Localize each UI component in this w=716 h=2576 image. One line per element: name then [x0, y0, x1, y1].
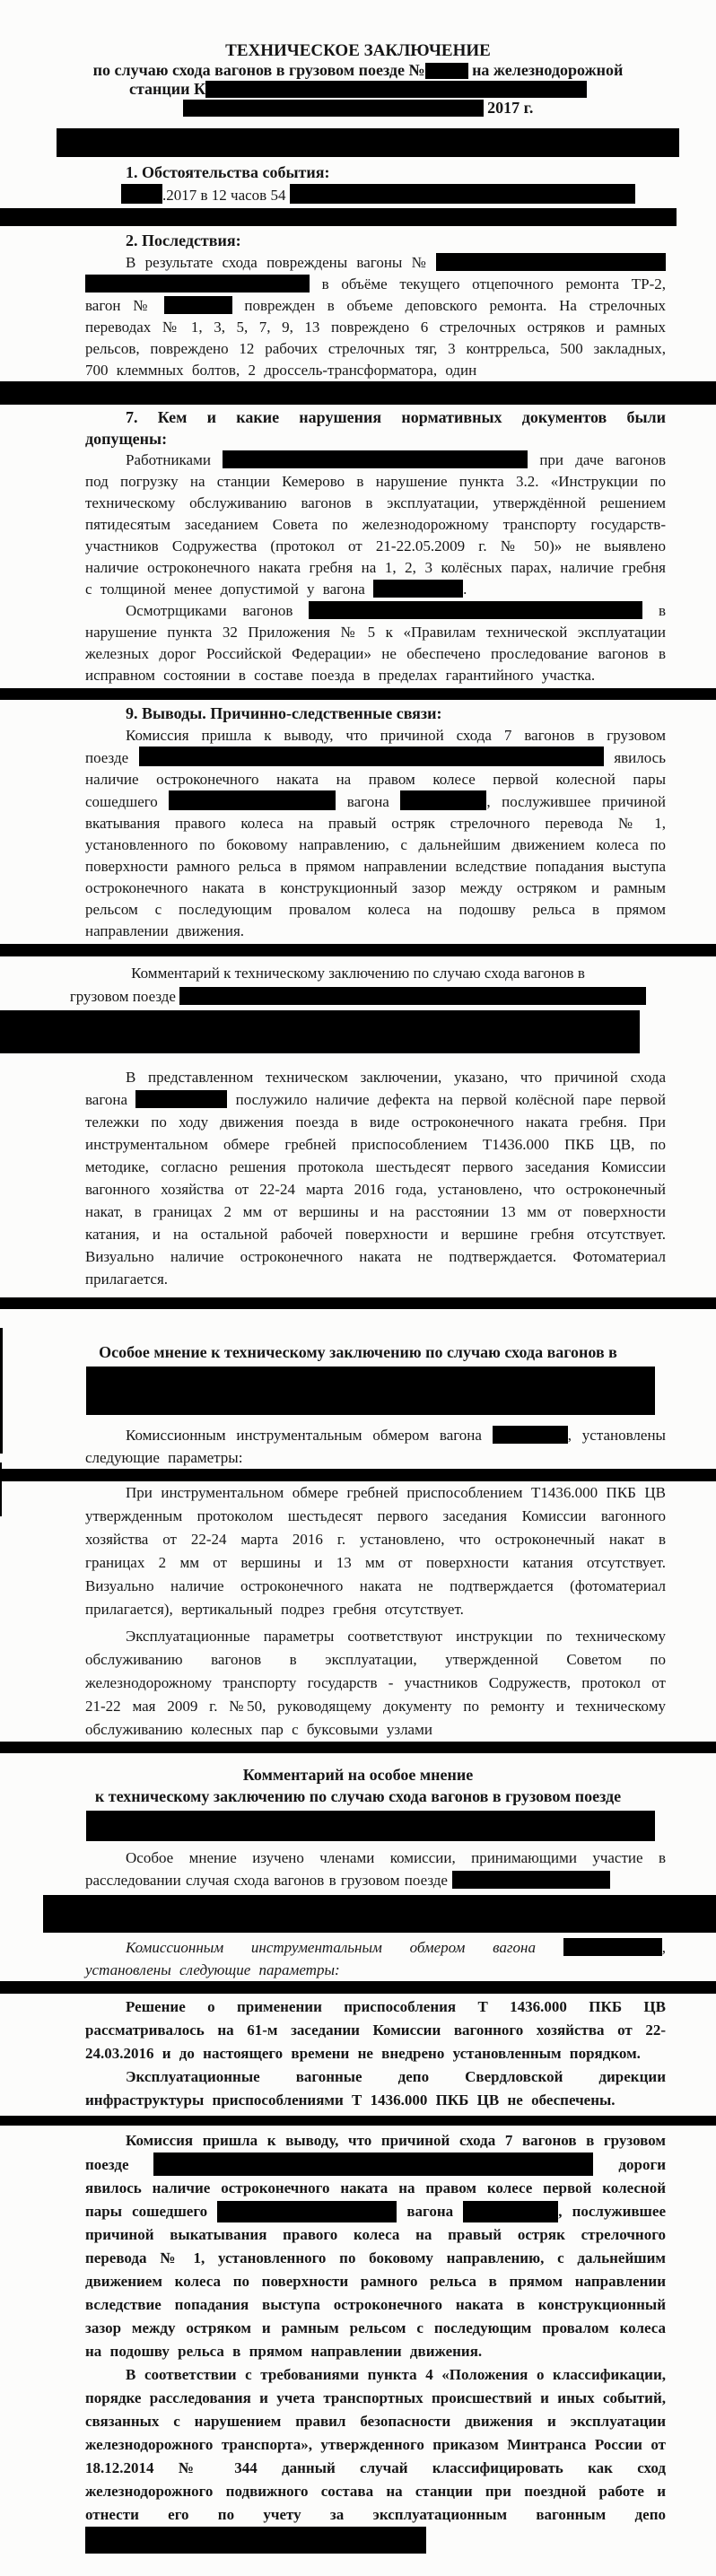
text-run: , установлены следующие параметры: [85, 1427, 666, 1466]
redaction-inline [85, 2527, 426, 2554]
redaction-bar [57, 128, 679, 157]
paragraph [85, 2363, 666, 2554]
text-line [25, 99, 691, 118]
text-run: поврежден в объеме деповского ремонта. На стрелочных переводах № 1, 3, 5, 7, 9, 13 повреждено 6 стрелочных остряков и рамных рельсов, повреждено 12 рабочих стрелочных тяг, 3 контррельса, 500 закладных, 700 клеммных болтов, 2 дроссель-трансформатора, один [85, 297, 666, 379]
vertical-gap [0, 0, 716, 41]
paragraph [85, 2129, 666, 2363]
text-run: В результате схода повреждены вагоны № [126, 254, 436, 271]
text-run: Особое мнение к техническому заключению по случаю схода вагонов в [99, 1343, 617, 1361]
redaction-inline [425, 63, 468, 79]
text-run: Комиссионным инструментальным обмером вагона [126, 1939, 563, 1956]
text-run: Комментарий на особое мнение [242, 1766, 474, 1784]
text-line [121, 184, 716, 206]
vertical-gap [0, 118, 716, 128]
redaction-inline [135, 1090, 227, 1108]
paragraph [85, 1481, 666, 1621]
redaction-inline [153, 2152, 593, 2176]
redaction-bar [0, 381, 716, 405]
text-run: Комиссия пришла к выводу, что причиной схода 7 вагонов в грузовом поезде [85, 2132, 666, 2173]
paragraph [85, 450, 666, 600]
scan-artifact [0, 1463, 2, 1516]
redaction-inline [436, 253, 666, 271]
text-run: к техническому заключению по случаю схода вагонов в грузовом поезде [94, 1787, 622, 1805]
paragraph [85, 252, 666, 381]
text-line [126, 162, 716, 184]
redaction-inline [139, 747, 604, 766]
text-run: Решение о применении приспособления Т 1436.000 ПКБ ЦВ рассматривалось на 61-м заседании Комиссии вагонного хозяйства от 22-24.03.2016 и до настоящего времени не внедрено установленным порядком. [85, 1998, 666, 2062]
paragraph [85, 1625, 666, 1742]
paragraph [85, 406, 666, 450]
text-run: послужило наличие дефекта на первой колёсной паре первой тележки по ходу движения поезда в виде остроконечного наката гребня. При инструментальном обмере гребней приспособлением Т1436.000 ПКБ ЦВ, по методике, согласно решения протокола шестьдесят первого заседания Комиссии вагонного хозяйства от 22-24 марта 2016 года, установлено, что остроконечный накат, в границах 2 мм от вершины и на расстоянии 13 мм от поверхности катания, и на остальной рабочей поверхности и вершине гребня отсутствует. Визуально наличие остроконечного наката не подтверждается. Фотоматериал прилагается. [85, 1091, 666, 1288]
redaction-inline [400, 790, 486, 810]
scan-artifact [0, 1328, 3, 1454]
text-line [25, 1764, 691, 1786]
redaction-inline [183, 100, 484, 117]
text-run: вагона [397, 2203, 464, 2220]
redaction-inline [85, 275, 310, 293]
redaction-bar [0, 944, 716, 956]
redaction-inline [121, 184, 162, 204]
text-line [25, 962, 691, 985]
text-run: 7. Кем и какие нарушения нормативных документов были допущены: [85, 408, 666, 448]
redaction-inline [309, 601, 642, 619]
text-line [126, 703, 716, 725]
paragraph [85, 600, 666, 686]
redaction-inline [205, 81, 587, 98]
text-run: Комментарий к техническому заключению по случаю схода вагонов в [131, 965, 585, 982]
text-run: 2017 г. [483, 99, 534, 117]
redaction-inline [169, 790, 336, 810]
paragraph [85, 1936, 666, 1981]
paragraph [85, 1066, 666, 1290]
text-run: Эксплуатационные параметры соответствуют инструкции по техническому обслуживанию вагонов в эксплуатации, утвержденной Советом по железнодорожному транспорту государств - участников Содружеств, протокол от 21-22 мая 2009 г. №50, руководящему документу по ремонту и техническому обслуживанию колесных пар с буксовыми узлами [85, 1628, 666, 1738]
text-run: 1. Обстоятельства события: [126, 163, 330, 181]
text-line [126, 230, 716, 252]
redaction-bar [0, 1981, 716, 1994]
text-line [25, 1341, 691, 1363]
text-line [25, 985, 691, 1009]
redaction-inline [493, 1426, 568, 1444]
redaction-inline [179, 987, 646, 1005]
text-line [25, 80, 691, 99]
redaction-bar [0, 688, 716, 700]
redaction-bar [0, 1469, 716, 1481]
text-run: Осмотрщиками вагонов [126, 602, 310, 619]
text-run: Комиссия пришла к выводу, что причиной схода 7 вагонов в грузовом поезде [85, 727, 666, 766]
paragraph [85, 2065, 666, 2112]
paragraph [85, 1424, 666, 1469]
text-run: вагона [336, 793, 401, 810]
text-run: Работниками [126, 451, 223, 468]
redaction-inline [373, 580, 463, 598]
text-run: , установлены следующие параметры: [85, 1939, 666, 1978]
text-run: , послужившее причиной вкатывания правого колеса на правый остряк стрелочного перевода № 1, установленного по боковому направлению, с дальнейшим движением колеса по поверхности рамного рельса в прямом направлении вследствие попадания выступа остроконечного наката в конструкционный зазор между остряком и рамным рельсом с последующим провалом колеса на подошву рельса в прямом направлении движения. [85, 793, 667, 939]
text-run: При инструментальном обмере гребней приспособлением Т1436.000 ПКБ ЦВ утвержденным протоколом шестьдесят первого заседания Комиссии вагонного хозяйства от 22-24 марта 2016 г. установлено, что остроконечный накат в границах 2 мм от вершины и 13 мм от поверхности катания отсутствует. Визуально наличие остроконечного наката не подтверждается (фотоматериал прилагается), вертикальный подрез гребня отсутствует. [85, 1484, 666, 1618]
vertical-gap [0, 1753, 716, 1764]
text-run: по случаю схода вагонов в грузовом поезде № [92, 61, 425, 79]
paragraph [85, 1847, 666, 1891]
redaction-inline [217, 2201, 397, 2222]
text-run: , послужившее причиной выкатывания правого колеса на правый остряк стрелочного перевода № 1, установленного по боковому направлению, с дальнейшим движением колеса по поверхности рамного рельса в прямом направлении вследствие попадания выступа остроконечного наката в конструкционный зазор между остряком и рамным рельсом с последующим провалом колеса на подошву рельса в прямом направлении движения. [85, 2203, 666, 2360]
redaction-bar [0, 2116, 716, 2126]
redaction-inline [223, 450, 528, 468]
text-run: грузовом поезде [69, 988, 180, 1005]
text-run: дороги явилось наличие остроконечного наката на правом колесе первой колесной пары сошедшего [85, 2156, 666, 2220]
text-run: 9. Выводы. Причинно-следственные связи: [126, 704, 442, 722]
text-line [25, 1786, 691, 1807]
redaction-inline [563, 1938, 662, 1956]
text-run: .2017 в 12 часов 54 [162, 187, 290, 204]
text-run: на железнодорожной [467, 61, 624, 79]
text-run: В соответствии с требованиями пункта 4 «Положения о классификации, порядке расследования и учета транспортных происшествий и иных событий, связанных с нарушением правил безопасности движения и эксплуатации железнодорожного транспорта», утвержденного приказом Минтранса России от 18.12.2014 № 344 данный случай классифицировать как сход железнодорожного подвижного состава на станции при поездной работе и отнести его по учету за эксплуатационным вагонным депо [85, 2366, 666, 2523]
text-run: в нарушение пункта 32 Приложения № 5 к «Правилам технической эксплуатации железных дорог Российской Федерации» не обеспечено проследование вагонов в исправном состоянии в составе поезда в пределах гарантийного участка. [85, 602, 667, 684]
text-run: при даче вагонов под погрузку на станции Кемерово в нарушение пункта 3.2. «Инструкции по техническому обслуживанию вагонов в эксплуатации, утверждённой решением пятидесятым заседанием Совета по железнодорожному транспорту государств-участников Содружества (протокол от 21-22.05.2009 г. № 50)» не выявлено наличие остроконечного наката гребня на 1, 2, 3 колёсных парах, наличие гребня с толщиной менее допустимой у вагона [85, 451, 667, 598]
text-run: станции К [128, 80, 206, 98]
text-run: Эксплуатационные вагонные депо Свердловской дирекции инфраструктуры приспособлениями Т 1436.000 ПКБ ЦВ не обеспечены. [85, 2068, 666, 2109]
text-run: Комиссионным инструментальным обмером вагона [126, 1427, 493, 1444]
text-run: . [463, 581, 467, 598]
redaction-bar [86, 1367, 655, 1415]
vertical-gap [0, 1309, 716, 1341]
text-run: Особое мнение изучено членами комиссии, принимающими участие в расследовании случая схода вагонов в грузовом поезде [85, 1849, 666, 1889]
vertical-gap [0, 1053, 716, 1066]
paragraph [85, 725, 666, 942]
redaction-inline [463, 2201, 558, 2222]
text-run: в объёме текущего отцепочного ремонта ТР-2, вагон № [85, 275, 666, 314]
text-run: ТЕХНИЧЕСКОЕ ЗАКЛЮЧЕНИЕ [225, 41, 491, 60]
text-run: 2. Последствия: [126, 231, 241, 249]
text-run: В представленном техническом заключении, указано, что причиной схода вагона [85, 1069, 666, 1108]
redaction-inline [290, 184, 635, 204]
paragraph [85, 1995, 666, 2065]
redaction-bar [86, 1811, 655, 1841]
redaction-bar [0, 1297, 716, 1309]
redaction-bar [0, 1010, 640, 1053]
redaction-bar [43, 1895, 716, 1933]
text-run: явилось наличие остроконечного наката на правом колесе первой колесной пары сошедшего [85, 749, 666, 810]
text-line [25, 61, 691, 80]
redaction-inline [452, 1871, 610, 1889]
redaction-bar [0, 1742, 716, 1753]
redaction-bar [0, 208, 677, 226]
redaction-inline [164, 296, 232, 314]
text-line [25, 41, 691, 61]
